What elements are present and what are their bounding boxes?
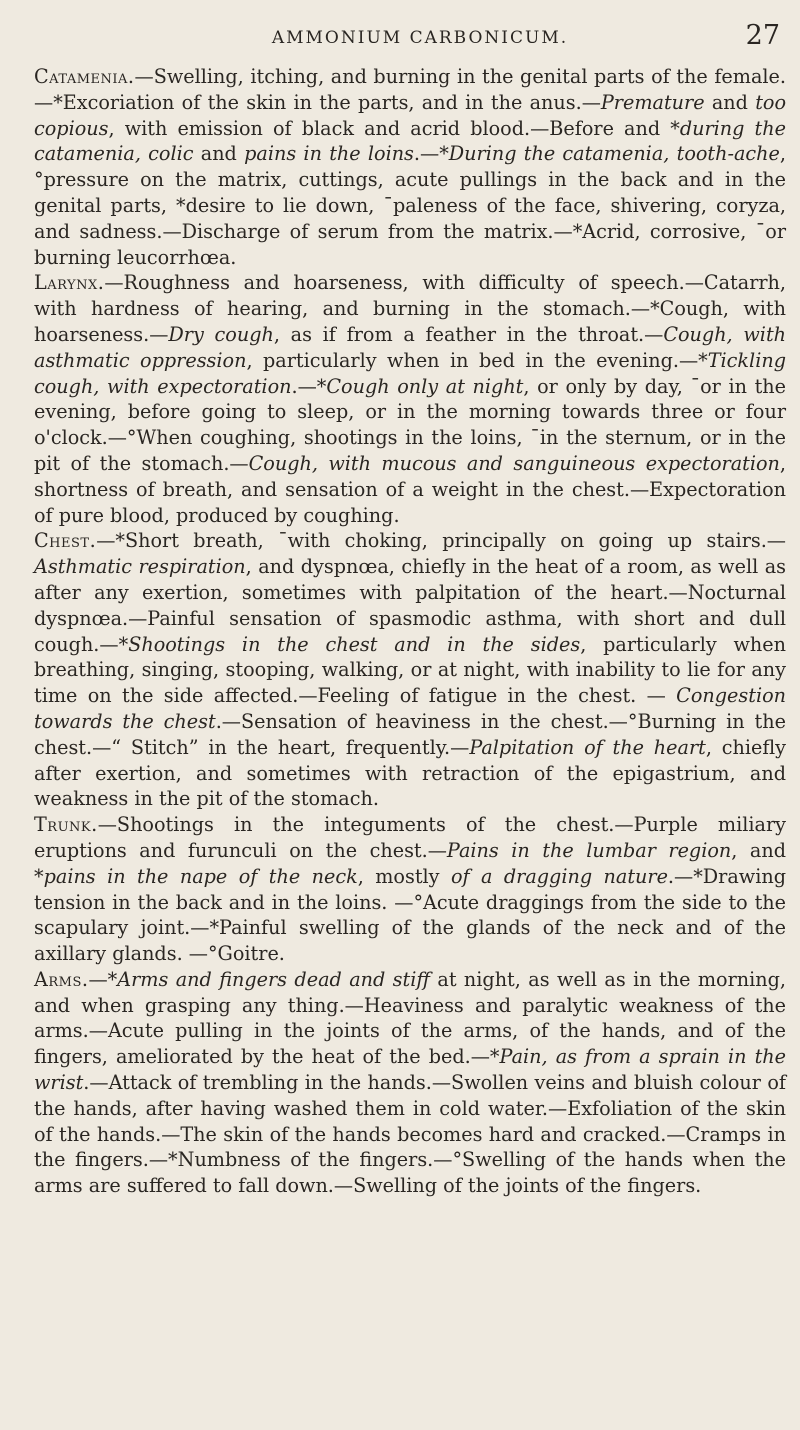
text-run: , chiefly after exertion, and sometimes with retraction of the epigastrium, and weakness in the pit of the stomach.: [34, 735, 786, 811]
section-heading: Chest.: [34, 529, 97, 553]
italic-run: Asthmatic respiration: [34, 555, 246, 579]
section-heading: Arms.: [34, 967, 89, 991]
text-run: , particularly when in bed in the evening.—*: [246, 348, 708, 372]
text-run: at night, as well as in the morning, and when grasping any thing.—Heaviness and paralytic weakness of the arms.—Acute pulling in the joints of the arms, of the hands, and of the fingers, ameliorated by the heat of the bed.—*: [34, 967, 786, 1069]
italic-run: pains in the nape of the neck: [43, 864, 358, 888]
section-paragraph: [34, 812, 786, 967]
text-run: .—*: [291, 374, 327, 398]
italic-run: Cough, with mucous and sanguineous expectoration: [248, 451, 780, 475]
italic-run: Shootings in the chest and in the sides: [128, 632, 581, 656]
text-run: , mostly: [357, 864, 451, 888]
italic-run: during the catamenia, colic: [34, 116, 786, 166]
text-run: .—Attack of trembling in the hands.—Swollen veins and bluish colour of the hands, after having washed them in cold water.—Exfoliation of the skin of the hands.—The skin of the hands becomes hard and cracked.—Cramps in the fingers.—*Numbness of the fingers.—°Swelling of the hands when the arms are suffered to fall down.—Swelling of the joints of the fingers.: [34, 1071, 786, 1198]
body-text: [34, 64, 786, 1199]
text-run: —*: [88, 967, 118, 991]
section-paragraph: [34, 64, 786, 270]
text-run: —Shootings in the integuments of the chest.—Purple miliary eruptions and furunculi on the chest.—: [34, 813, 786, 862]
text-run: , °pressure on the matrix, cuttings, acute pullings in the back and in the genital parts, *desire to lie down, ¯paleness of the face, shivering, coryza, and sadness.—Discharge of serum from the matrix.—*Acrid, corrosive, ¯or burning leucorrhœa.: [34, 142, 786, 269]
text-run: —*Short breath, ¯with choking, principally on going up stairs.—: [96, 529, 786, 553]
page-number: 27: [745, 20, 780, 51]
text-run: , and dyspnœa, chiefly in the heat of a room, as well as after any exertion, sometimes with palpitation of the heart.—Nocturnal dyspnœa.—Painful sensation of spasmodic asthma, with short and dull cough.—*: [34, 555, 786, 656]
italic-run: too copious: [34, 90, 787, 140]
italic-run: Pains in the lumbar region: [446, 838, 732, 862]
italic-run: Cough, with asthmatic oppression: [34, 322, 787, 372]
italic-run: Dry cough: [168, 322, 274, 346]
section-paragraph: [34, 528, 786, 812]
text-run: , with emission of black and acrid blood.—Before and *: [108, 116, 680, 140]
text-run: and: [193, 142, 245, 166]
italic-run: Tickling cough, with expectoration: [34, 348, 786, 398]
italic-run: Palpitation of the heart: [469, 735, 706, 759]
italic-run: Pain, as from a sprain in the wrist: [34, 1045, 786, 1095]
section-paragraph: [34, 967, 786, 1199]
section-paragraph: [34, 270, 786, 528]
italic-run: Premature: [600, 90, 705, 114]
text-run: and: [704, 90, 756, 114]
page-header: [60, 20, 780, 60]
text-run: .—*: [413, 142, 449, 166]
text-run: , or only by day, ¯or in the evening, before going to sleep, or in the morning towards three or four o'clock.—°When coughing, shootings in the loins, ¯in the sternum, or in the pit of the stomach.—: [34, 374, 786, 475]
text-run: , particularly when breathing, singing, stooping, walking, or at night, with inability to lie for any time on the side affected.—Feeling of fatigue in the chest. —: [34, 632, 786, 708]
italic-run: Arms and fingers dead and stiff: [117, 967, 430, 991]
text-run: , as if from a feather in the throat.—: [273, 322, 664, 346]
running-head: AMMONIUM CARBONICUM.: [271, 28, 569, 48]
italic-run: pains in the loins: [244, 142, 414, 166]
text-run: —Swelling, itching, and burning in the genital parts of the female.—*Excoriation of the skin in the parts, and in the anus.—: [34, 65, 786, 114]
text-run: —Roughness and hoarseness, with difficulty of speech.—Catarrh, with hardness of hearing, and burning in the stomach.—*Cough, with hoarseness.—: [34, 271, 786, 346]
italic-run: During the catamenia, tooth-ache: [448, 142, 780, 166]
section-heading: Larynx.: [34, 271, 105, 295]
text-run: , and *: [34, 838, 786, 888]
section-heading: Trunk.: [34, 813, 98, 837]
section-heading: Catamenia.: [34, 65, 135, 88]
text-run: .—Sensation of heaviness in the chest.—°Burning in the chest.—“ Stitch” in the heart, frequently.—: [34, 709, 786, 759]
text-run: .—*Drawing tension in the back and in the loins. —°Acute draggings from the side to the scapulary joint.—*Painful swelling of the glands of the neck and of the axillary glands. —°Goitre.: [34, 864, 786, 966]
italic-run: of a dragging nature: [450, 864, 668, 888]
text-run: , shortness of breath, and sensation of a weight in the chest.—Expectoration of pure blood, produced by coughing.: [34, 451, 786, 527]
italic-run: Cough only at night: [326, 374, 524, 398]
italic-run: Congestion towards the chest: [34, 684, 786, 733]
